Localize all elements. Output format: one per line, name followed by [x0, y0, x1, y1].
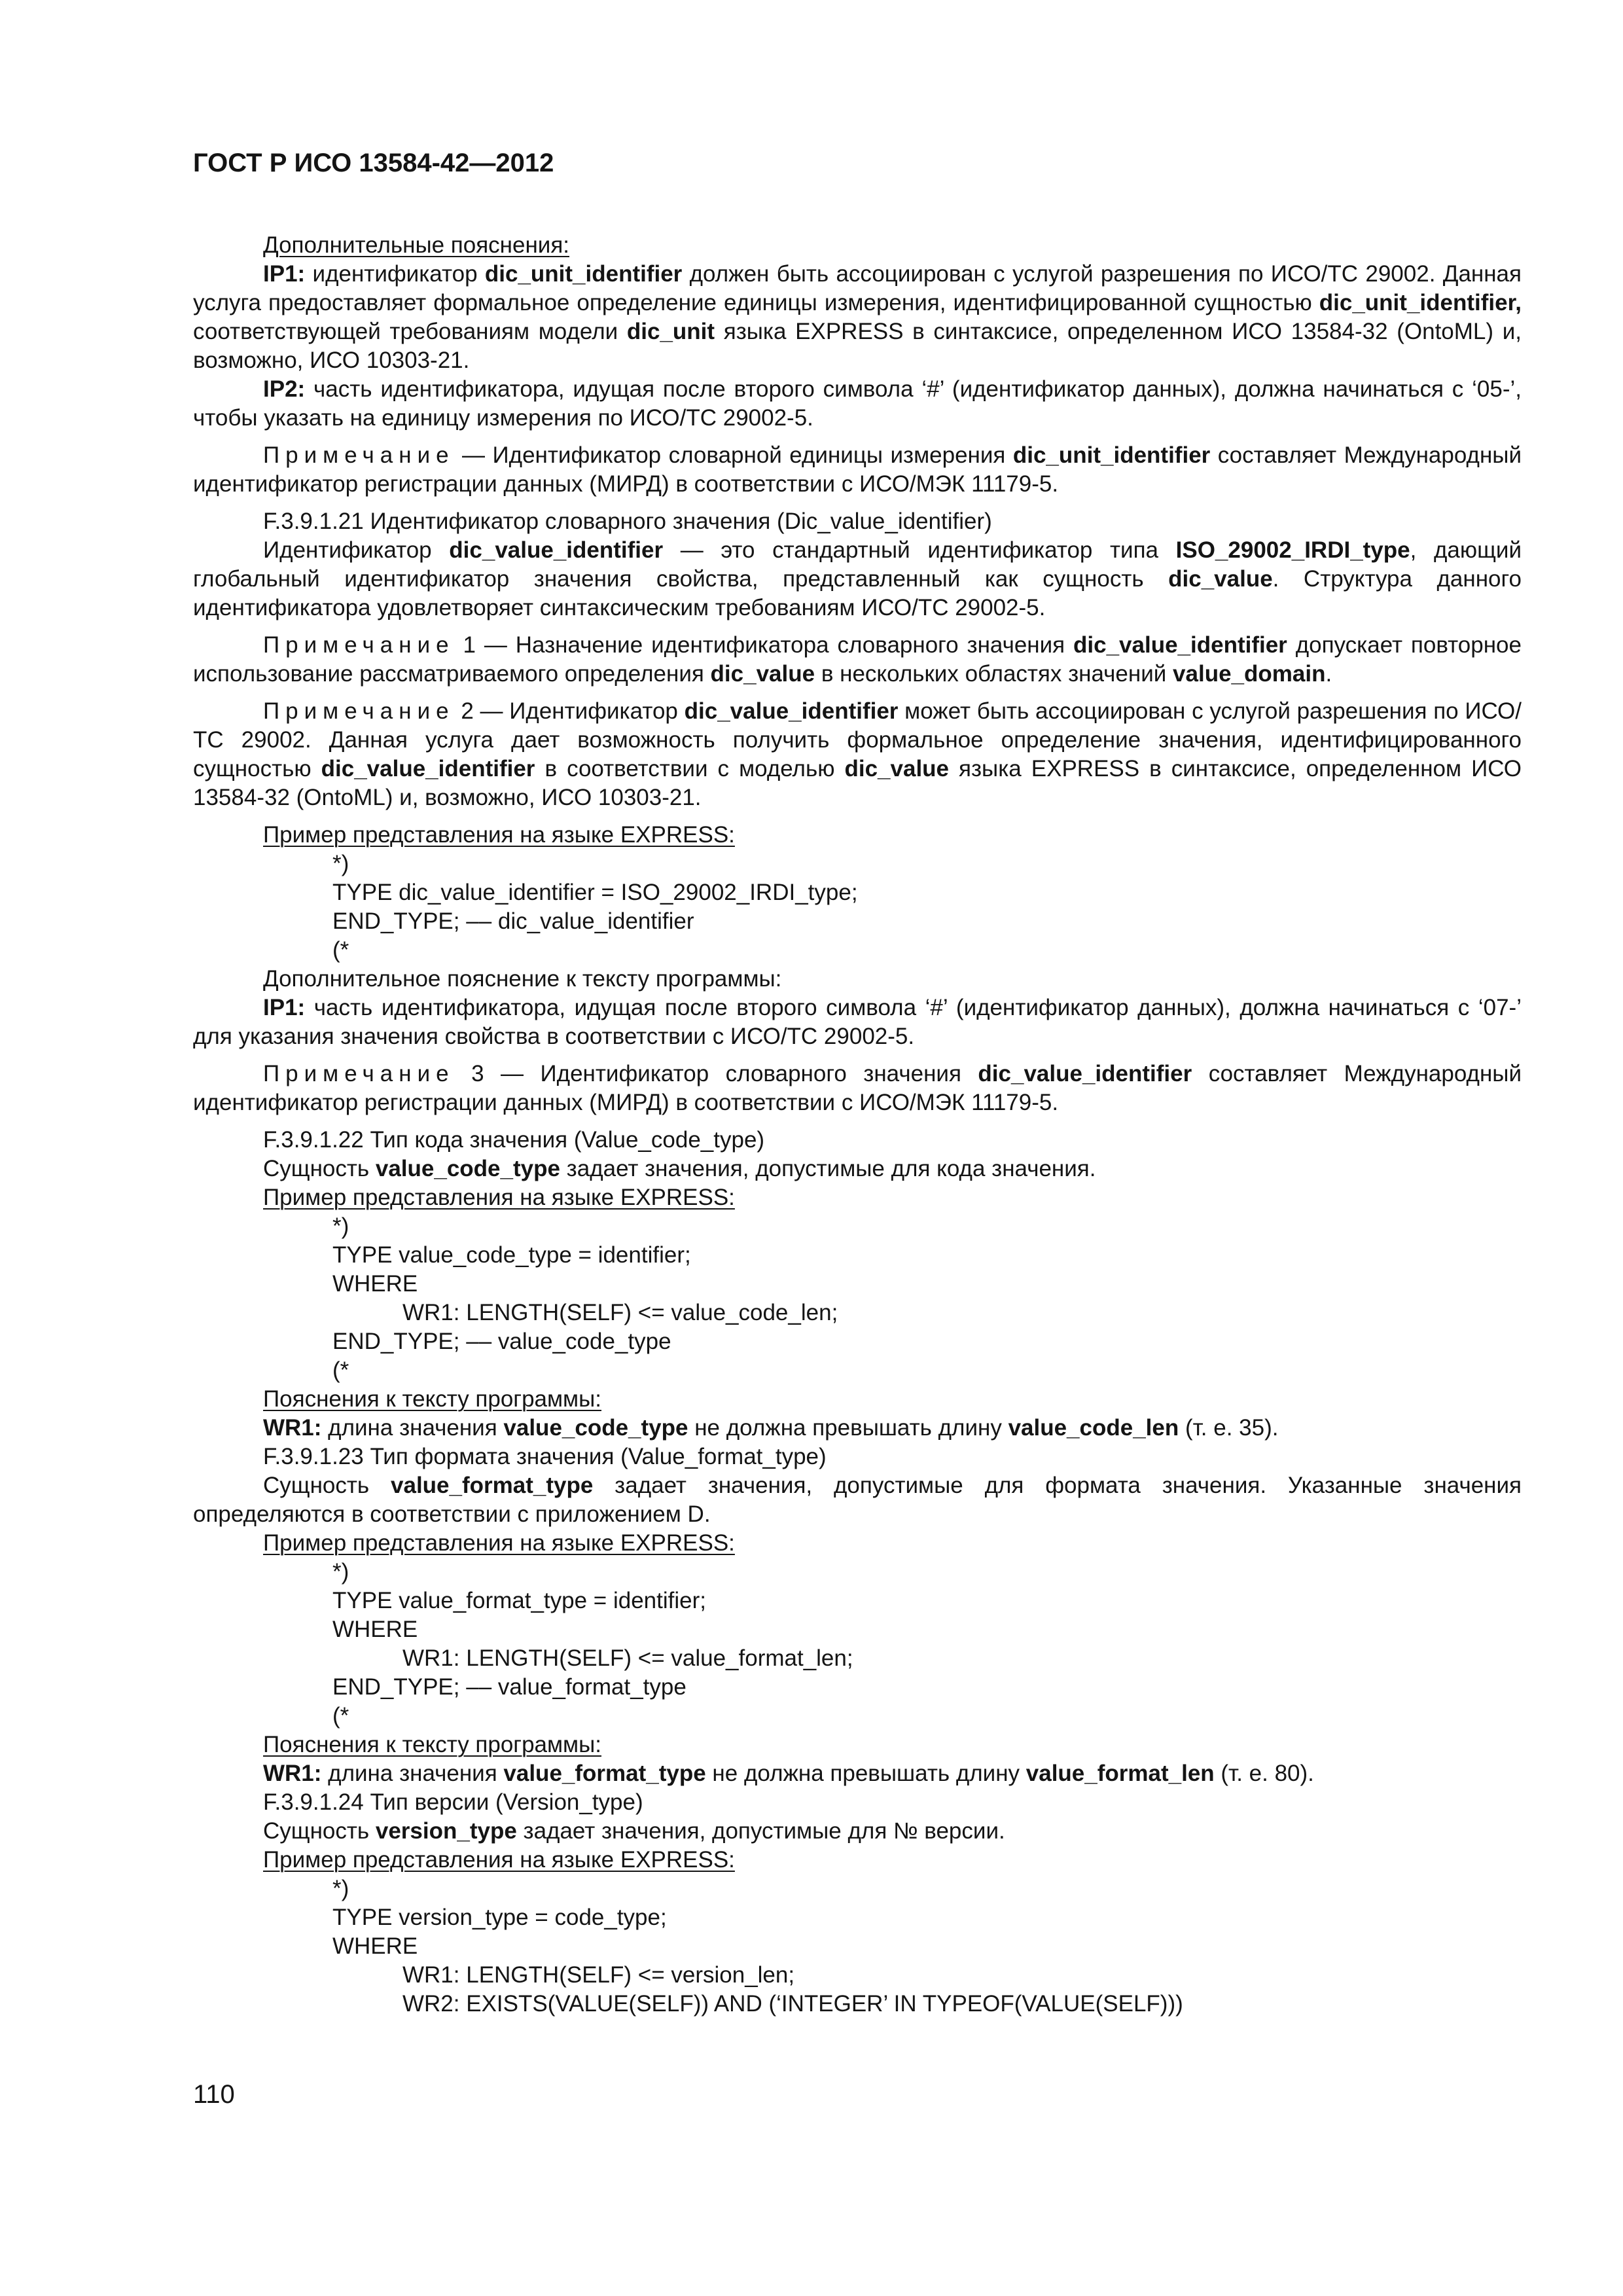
term: value_code_len: [1008, 1415, 1179, 1441]
text-run: задает значения, допустимые для № версии.: [516, 1818, 1005, 1844]
text-run: идентификатор: [305, 261, 485, 287]
term: value_code_type: [375, 1156, 560, 1181]
text-run: в нескольких областях значений: [815, 661, 1173, 687]
page-number: 110: [193, 2080, 235, 2109]
text-run: может быть ассоциирован с услугой разрешения по ИСО/ТС 29002. Данная услуга дает возможность получить формальное определение значения, идентифицированного сущностью: [193, 698, 1522, 781]
underlined-heading: Пример представления на языке EXPRESS:: [263, 1847, 735, 1873]
note-label: Примечание: [263, 632, 455, 658]
text-run: составляет Международный идентификатор регистрации данных (МИРД) в соответствии с ИСО/МЭК 11179-5.: [193, 442, 1522, 497]
term: value_code_type: [503, 1415, 688, 1441]
text-run: . Структура данного идентификатора удовлетворяет синтаксическим требованиям ИСО/ТС 29002-5.: [193, 566, 1522, 620]
term: version_type: [375, 1818, 517, 1844]
term: dic_unit_identifier: [484, 261, 683, 287]
term: value_format_len: [1026, 1761, 1215, 1786]
text-run: не должна превышать длину: [705, 1761, 1026, 1786]
code-line: *): [332, 1876, 349, 1901]
term: dic_value_identifier: [449, 537, 664, 563]
text-run: составляет Международный идентификатор регистрации данных (МИРД) в соответствии с ИСО/МЭК 11179-5.: [193, 1061, 1522, 1115]
program-explanation-heading: [193, 1385, 1522, 1414]
code-line: WR1: LENGTH(SELF) <= value_code_len;: [402, 1300, 838, 1325]
ip2-paragraph: [193, 375, 1522, 433]
text-run: , дающий глобальный идентификатор значения свойства, представленный как сущность: [193, 537, 1522, 592]
ip1-label: IP1:: [263, 995, 306, 1020]
note-1: [193, 631, 1522, 689]
text-run: Идентификатор: [263, 537, 450, 563]
term: dic_value_identifier: [1073, 632, 1287, 658]
wr1-explanation: [193, 1414, 1522, 1443]
example-heading: [193, 1529, 1522, 1558]
text-run: (т. е. 80).: [1214, 1761, 1314, 1786]
code-line: END_TYPE; –– value_code_type: [332, 1329, 671, 1354]
ip1-paragraph: [193, 260, 1522, 375]
code-line: WHERE: [332, 1933, 418, 1959]
code-line: TYPE value_code_type = identifier;: [332, 1242, 691, 1268]
code-line: WHERE: [332, 1617, 418, 1642]
text-run: языка EXPRESS в синтаксисе, определенном ИСО 13584-32 (OntoML) и, возможно, ИСО 10303-21.: [193, 319, 1522, 373]
ip2-label: IP2:: [263, 376, 306, 402]
code-line: TYPE dic_value_identifier = ISO_29002_IRDI_type;: [332, 880, 858, 905]
code-line: (*: [332, 1357, 349, 1383]
code-line: TYPE value_format_type = identifier;: [332, 1588, 706, 1613]
code-line: END_TYPE; –– value_format_type: [332, 1674, 687, 1700]
text-run: часть идентификатора, идущая после второго символа ‘#’ (идентификатор данных), должна начинаться с ‘07-’ для указания значения свойства в соответствии с ИСО/ТС 29002-5.: [193, 995, 1522, 1049]
term: dic_unit_identifier,: [1319, 290, 1522, 315]
code-line: *): [332, 851, 349, 876]
text-run: Сущность: [263, 1156, 376, 1181]
term: value_format_type: [503, 1761, 706, 1786]
code-line: WR1: LENGTH(SELF) <= value_format_len;: [402, 1645, 853, 1671]
additional-explanations-heading: [193, 231, 1522, 260]
code-line: *): [332, 1559, 349, 1585]
term: value_format_type: [391, 1473, 594, 1498]
text-run: — Идентификатор словарной единицы измерения: [454, 442, 1013, 468]
underlined-heading: Пример представления на языке EXPRESS:: [263, 822, 735, 848]
underlined-heading: Дополнительные пояснения:: [263, 232, 570, 258]
program-explanation-heading: [193, 1731, 1522, 1759]
code-line: WHERE: [332, 1271, 418, 1297]
text-run: Сущность: [263, 1818, 376, 1844]
term: dic_value: [1168, 566, 1273, 592]
term: dic_value_identifier: [321, 756, 535, 781]
additional-program-explanation-heading: Дополнительное пояснение к тексту программы:: [263, 966, 782, 992]
term: dic_value_identifier: [978, 1061, 1192, 1086]
wr1-explanation: [193, 1759, 1522, 1788]
underlined-heading: Пояснения к тексту программы:: [263, 1732, 602, 1757]
text-run: длина значения: [321, 1761, 504, 1786]
code-line: WR2: EXISTS(VALUE(SELF)) AND (‘INTEGER’ IN TYPEOF(VALUE(SELF))): [402, 1991, 1183, 2017]
example-heading: [193, 1183, 1522, 1212]
text-run: соответствующей требованиям модели: [193, 319, 627, 344]
example-heading: [193, 821, 1522, 850]
term: value_domain: [1173, 661, 1326, 687]
code-line: *): [332, 1213, 349, 1239]
f23-paragraph: [193, 1471, 1522, 1529]
note-unit-identifier: [193, 441, 1522, 499]
code-line: END_TYPE; –– dic_value_identifier: [332, 908, 694, 934]
document-header: ГОСТ Р ИСО 13584-42—2012: [193, 149, 554, 177]
term: dic_value: [844, 756, 950, 781]
note-label: Примечание: [263, 1061, 455, 1086]
code-line: (*: [332, 1703, 349, 1729]
wr1-label: WR1:: [263, 1415, 322, 1441]
note-label: Примечание: [263, 698, 455, 724]
term: dic_unit_identifier: [1012, 442, 1211, 468]
term: dic_unit: [626, 319, 715, 344]
term: dic_value_identifier: [684, 698, 899, 724]
text-run: Сущность: [263, 1473, 391, 1498]
text-run: должен быть ассоциирован с услугой разрешения по ИСО/ТС 29002. Данная услуга предоставляет формальное определение единицы измерения, идентифицированной сущностью: [193, 261, 1522, 315]
text-run: часть идентификатора, идущая после второго символа ‘#’ (идентификатор данных), должна начинаться с ‘05-’, чтобы указать на единицу измерения по ИСО/ТС 29002-5.: [193, 376, 1522, 431]
text-run: в соответствии с моделью: [535, 756, 845, 781]
text-run: языка EXPRESS в синтаксисе, определенном ИСО 13584-32 (OntoML) и, возможно, ИСО 10303-21.: [193, 756, 1522, 810]
text-run: задает значения, допустимые для формата значения. Указанные значения определяются в соответствии с приложением D.: [193, 1473, 1522, 1527]
note-3: [193, 1060, 1522, 1117]
note-2: [193, 697, 1522, 812]
underlined-heading: Пояснения к тексту программы:: [263, 1386, 602, 1412]
document-page: [193, 147, 1522, 2018]
f22-paragraph: [193, 1155, 1522, 1183]
f24-paragraph: [193, 1817, 1522, 1846]
f21-paragraph: [193, 536, 1522, 622]
section-f3-9-1-24-title: F.3.9.1.24 Тип версии (Version_type): [263, 1789, 643, 1815]
term: ISO_29002_IRDI_type: [1175, 537, 1410, 563]
text-run: .: [1325, 661, 1332, 687]
text-run: задает значения, допустимые для кода значения.: [560, 1156, 1096, 1181]
underlined-heading: Пример представления на языке EXPRESS:: [263, 1185, 735, 1210]
code-line: (*: [332, 937, 349, 963]
text-run: 1 — Назначение идентификатора словарного значения: [454, 632, 1074, 658]
ip1-label: IP1:: [263, 261, 306, 287]
section-f3-9-1-21-title: F.3.9.1.21 Идентификатор словарного значения (Dic_value_identifier): [263, 509, 992, 534]
wr1-label: WR1:: [263, 1761, 322, 1786]
text-run: не должна превышать длину: [688, 1415, 1008, 1441]
section-f3-9-1-22-title: F.3.9.1.22 Тип кода значения (Value_code_type): [263, 1127, 765, 1153]
text-run: — это стандартный идентификатор типа: [663, 537, 1176, 563]
note-label: Примечание: [263, 442, 455, 468]
code-line: WR1: LENGTH(SELF) <= version_len;: [402, 1962, 795, 1988]
text-run: (т. е. 35).: [1179, 1415, 1279, 1441]
code-line: TYPE version_type = code_type;: [332, 1905, 667, 1930]
underlined-heading: Пример представления на языке EXPRESS:: [263, 1530, 735, 1556]
text-run: допускает повторное использование рассматриваемого определения: [193, 632, 1522, 687]
text-run: 2 — Идентификатор: [454, 698, 685, 724]
text-run: длина значения: [321, 1415, 504, 1441]
text-run: 3 — Идентификатор словарного значения: [454, 1061, 978, 1086]
ip1-program-paragraph: [193, 994, 1522, 1051]
section-f3-9-1-23-title: F.3.9.1.23 Тип формата значения (Value_format_type): [263, 1444, 827, 1469]
example-heading: [193, 1846, 1522, 1874]
term: dic_value: [710, 661, 815, 687]
